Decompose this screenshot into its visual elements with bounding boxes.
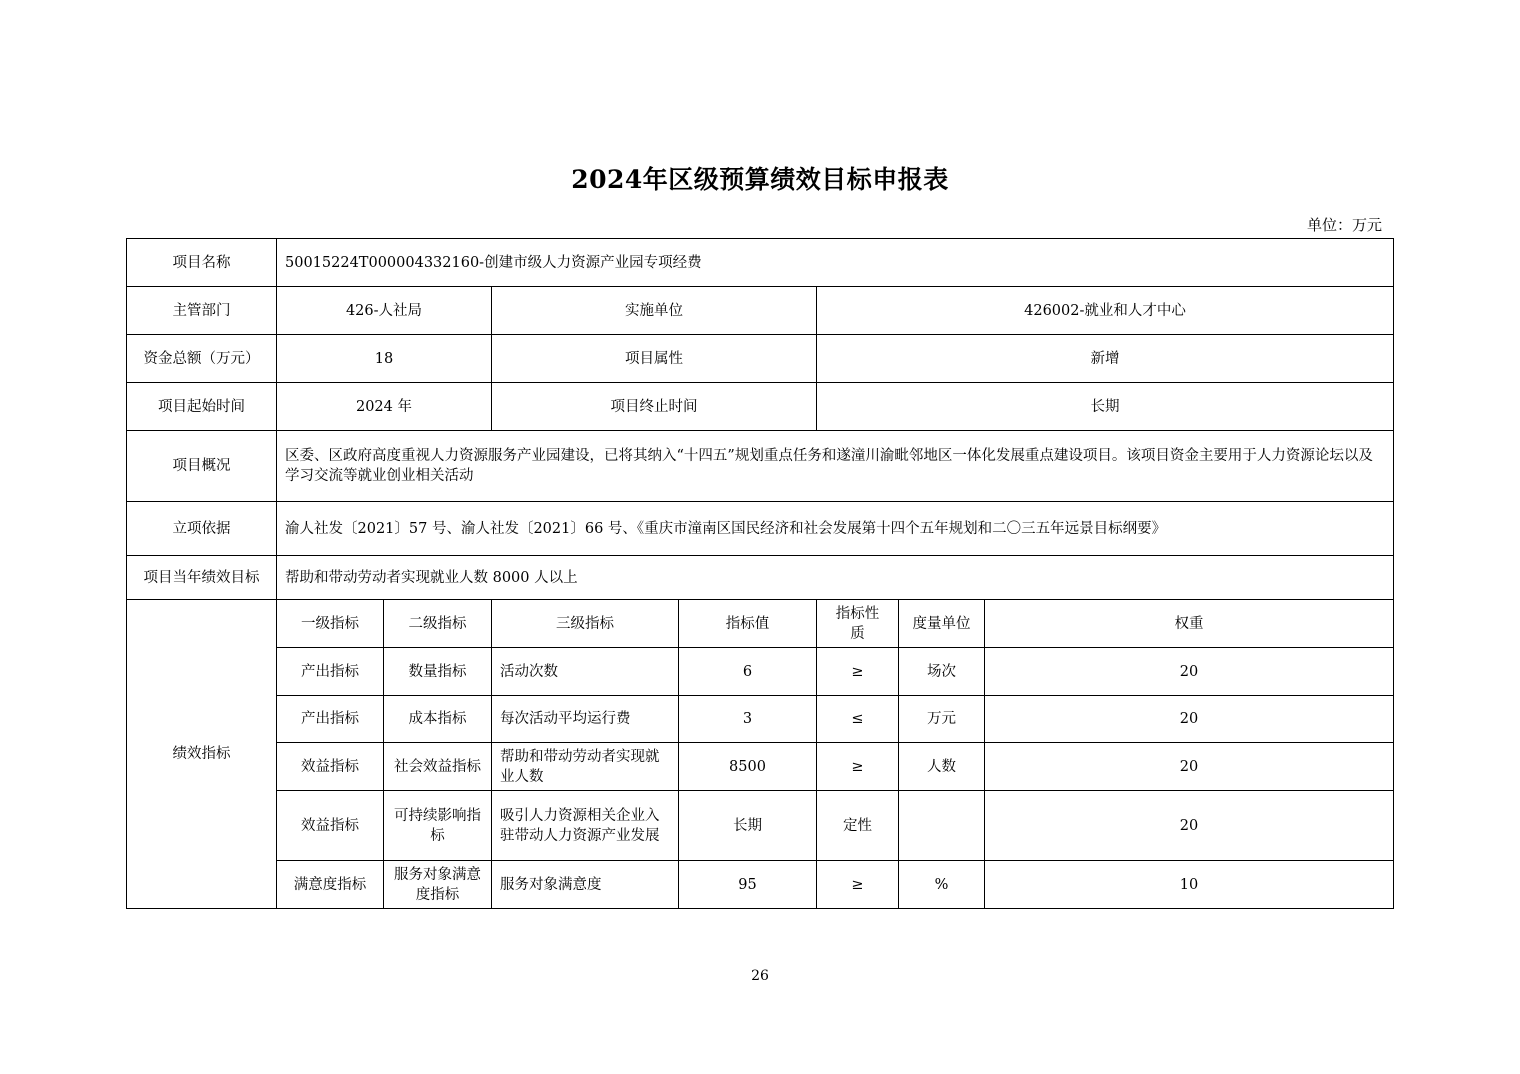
table-row: [127, 861, 1394, 909]
indicator-level2: 成本指标: [384, 696, 492, 743]
indicator-value: 95: [679, 861, 817, 909]
indicator-weight: 20: [985, 648, 1394, 696]
indicator-level1: 产出指标: [277, 648, 384, 696]
header-level1: 一级指标: [277, 600, 384, 648]
attribute-value: 新增: [817, 335, 1394, 383]
table-row: [127, 648, 1394, 696]
indicator-level1: 产出指标: [277, 696, 384, 743]
table-row: [127, 696, 1394, 743]
row-goal: [127, 556, 1394, 600]
project-name-value: 50015224T000004332160-创建市级人力资源产业园专项经费: [277, 239, 1394, 287]
indicator-unit: %: [899, 861, 985, 909]
overview-label: 项目概况: [127, 431, 277, 502]
row-department: [127, 287, 1394, 335]
end-time-value: 长期: [817, 383, 1394, 431]
indicator-level3: 帮助和带动劳动者实现就业人数: [492, 743, 679, 791]
row-funds: [127, 335, 1394, 383]
department-label: 主管部门: [127, 287, 277, 335]
indicator-nature: 定性: [817, 791, 899, 861]
indicator-weight: 20: [985, 743, 1394, 791]
header-nature: 指标性质: [817, 600, 899, 648]
row-overview: [127, 431, 1394, 502]
indicator-weight: 20: [985, 696, 1394, 743]
indicator-value: 3: [679, 696, 817, 743]
indicator-level3: 每次活动平均运行费: [492, 696, 679, 743]
total-funds-label: 资金总额（万元）: [127, 335, 277, 383]
end-time-label: 项目终止时间: [492, 383, 817, 431]
total-funds-value: 18: [277, 335, 492, 383]
indicator-unit: [899, 791, 985, 861]
budget-performance-table: [126, 238, 1394, 909]
basis-label: 立项依据: [127, 502, 277, 556]
header-weight: 权重: [985, 600, 1394, 648]
indicator-level2: 服务对象满意度指标: [384, 861, 492, 909]
row-time: [127, 383, 1394, 431]
indicator-nature: ≥: [817, 743, 899, 791]
indicator-header-row: [127, 600, 1394, 648]
indicator-weight: 10: [985, 861, 1394, 909]
header-value: 指标值: [679, 600, 817, 648]
indicator-level2: 可持续影响指标: [384, 791, 492, 861]
indicator-nature: ≥: [817, 648, 899, 696]
indicator-nature: ≥: [817, 861, 899, 909]
indicator-level2: 社会效益指标: [384, 743, 492, 791]
indicator-level3: 活动次数: [492, 648, 679, 696]
attribute-label: 项目属性: [492, 335, 817, 383]
department-value: 426-人社局: [277, 287, 492, 335]
goal-label: 项目当年绩效目标: [127, 556, 277, 600]
indicator-level3: 服务对象满意度: [492, 861, 679, 909]
indicator-level1: 效益指标: [277, 743, 384, 791]
project-name-label: 项目名称: [127, 239, 277, 287]
header-unit: 度量单位: [899, 600, 985, 648]
overview-value: 区委、区政府高度重视人力资源服务产业园建设，已将其纳入“十四五”规划重点任务和遂潼川渝毗邻地区一体化发展重点建设项目。该项目资金主要用于人力资源论坛以及学习交流等就业创业相关活动: [277, 431, 1394, 502]
start-time-value: 2024 年: [277, 383, 492, 431]
table-row: [127, 743, 1394, 791]
start-time-label: 项目起始时间: [127, 383, 277, 431]
implementing-unit-value: 426002-就业和人才中心: [817, 287, 1394, 335]
indicator-unit: 人数: [899, 743, 985, 791]
indicator-unit: 场次: [899, 648, 985, 696]
indicator-level3: 吸引人力资源相关企业入驻带动人力资源产业发展: [492, 791, 679, 861]
header-level3: 三级指标: [492, 600, 679, 648]
row-project-name: [127, 239, 1394, 287]
page-number: 26: [751, 968, 769, 984]
table-row: [127, 791, 1394, 861]
indicator-value: 长期: [679, 791, 817, 861]
indicator-level1: 效益指标: [277, 791, 384, 861]
indicator-value: 8500: [679, 743, 817, 791]
implementing-unit-label: 实施单位: [492, 287, 817, 335]
indicator-weight: 20: [985, 791, 1394, 861]
indicators-label: 绩效指标: [127, 600, 277, 909]
unit-label: 单位：万元: [1306, 216, 1382, 234]
basis-value: 渝人社发〔2021〕57 号、渝人社发〔2021〕66 号、《重庆市潼南区国民经济和社会发展第十四个五年规划和二〇三五年远景目标纲要》: [277, 502, 1394, 556]
goal-value: 帮助和带动劳动者实现就业人数 8000 人以上: [277, 556, 1394, 600]
indicator-nature: ≤: [817, 696, 899, 743]
indicator-level2: 数量指标: [384, 648, 492, 696]
header-level2: 二级指标: [384, 600, 492, 648]
row-basis: [127, 502, 1394, 556]
indicator-value: 6: [679, 648, 817, 696]
indicator-level1: 满意度指标: [277, 861, 384, 909]
page-title: 2024年区级预算绩效目标申报表: [571, 165, 949, 194]
indicator-unit: 万元: [899, 696, 985, 743]
